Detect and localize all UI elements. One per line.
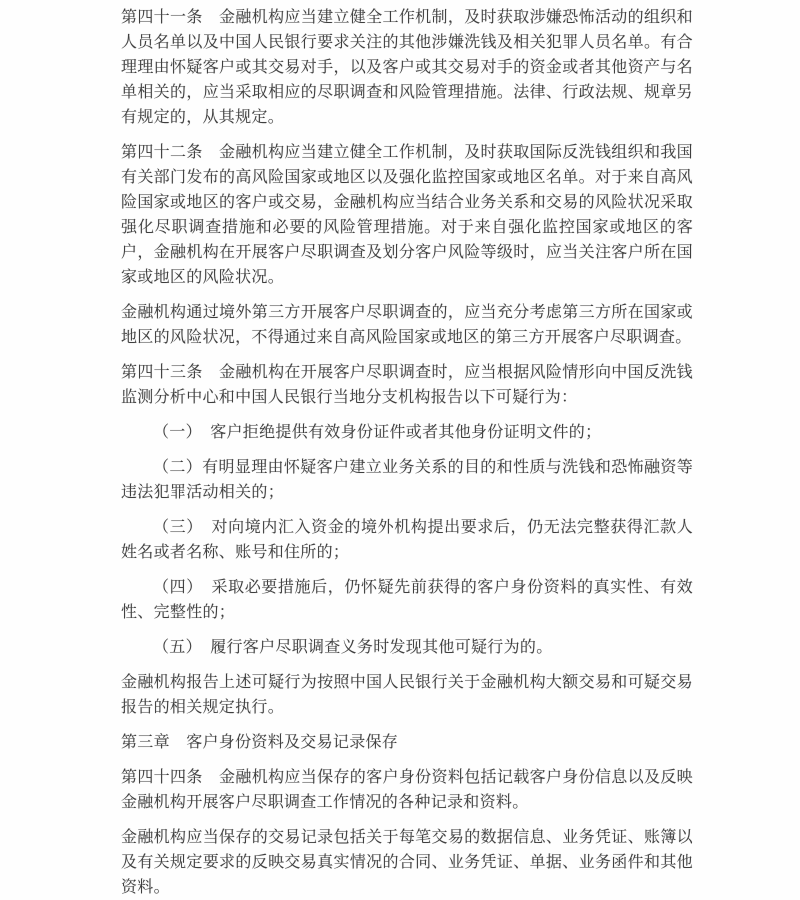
- article-43-paragraph: 第四十三条 金融机构在开展客户尽职调查时，应当根据风险情形向中国反洗钱监测分析中心和中国人民银行当地分支机构报告以下可疑行为：: [121, 362, 693, 406]
- third-party-cdd-paragraph: 金融机构通过境外第三方开展客户尽职调查的，应当充分考虑第三方所在国家或地区的风险状况，不得通过来自高风险国家或地区的第三方开展客户尽职调查。: [121, 302, 693, 346]
- transaction-records-paragraph: 金融机构应当保存的交易记录包括关于每笔交易的数据信息、业务凭证、账簿以及有关规定要求的反映交易真实情况的合同、业务凭证、单据、业务函件和其他资料。: [121, 827, 693, 896]
- suspicious-item-1: （一） 客户拒绝提供有效身份证件或者其他身份证明文件的；: [153, 422, 602, 441]
- suspicious-item-4: （四） 采取必要措施后，仍怀疑先前获得的客户身份资料的真实性、有效性、完整性的；: [121, 577, 693, 621]
- article-44-paragraph: 第四十四条 金融机构应当保存的客户身份资料包括记载客户身份信息以及反映金融机构开展客户尽职调查工作情况的各种记录和资料。: [121, 767, 693, 811]
- suspicious-item-2: （二）有明显理由怀疑客户建立业务关系的目的和性质与洗钱和恐怖融资等违法犯罪活动相关的；: [121, 457, 693, 501]
- article-41-paragraph: 第四十一条 金融机构应当建立健全工作机制，及时获取涉嫌恐怖活动的组织和人员名单以及中国人民银行要求关注的其他涉嫌洗钱及相关犯罪人员名单。有合理理由怀疑客户或其交易对手，以及客户或其交易对手的资金或者其他资产与名单相关的，应当采取相应的尽职调查和风险管理措施。法律、行政法规、规章另有规定的，从其规定。: [121, 7, 693, 126]
- report-provision-paragraph: 金融机构报告上述可疑行为按照中国人民银行关于金融机构大额交易和可疑交易报告的相关规定执行。: [121, 672, 693, 716]
- suspicious-item-3: （三） 对向境内汇入资金的境外机构提出要求后，仍无法完整获得汇款人姓名或者名称、账号和住所的；: [121, 517, 693, 561]
- article-42-paragraph: 第四十二条 金融机构应当建立健全工作机制，及时获取国际反洗钱组织和我国有关部门发布的高风险国家或地区以及强化监控国家或地区名单。对于来自高风险国家或地区的客户或交易，金融机构应当结合业务关系和交易的风险状况采取强化尽职调查措施和必要的风险管理措施。对于来自强化监控国家或地区的客户，金融机构在开展客户尽职调查及划分客户风险等级时，应当关注客户所在国家或地区的风险状况。: [121, 142, 693, 286]
- suspicious-item-5: （五） 履行客户尽职调查义务时发现其他可疑行为的。: [153, 637, 553, 656]
- chapter-3-heading: 第三章 客户身份资料及交易记录保存: [121, 732, 399, 751]
- document-page: [121, 4, 693, 899]
